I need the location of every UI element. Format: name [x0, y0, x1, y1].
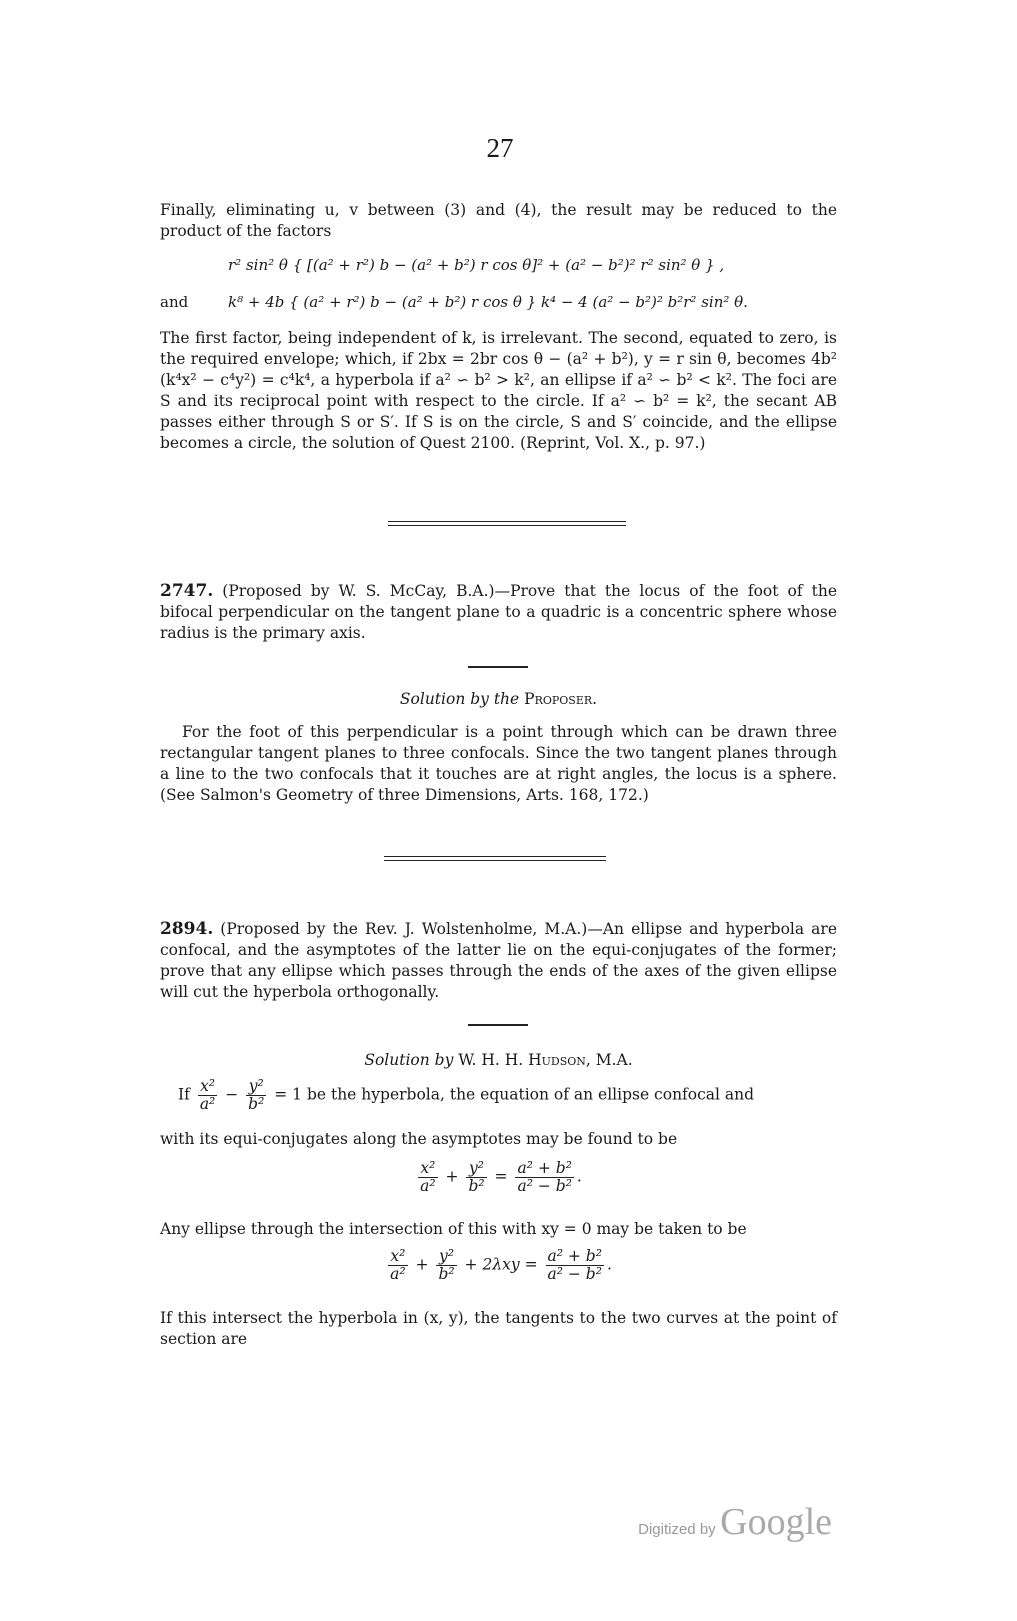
question-text: (Proposed by the Rev. J. Wolstenholme, M.A.)—An ellipse and hyperbola are confocal, and the asymptotes of the latter lie on the equi-conjugates of the former; prove that any ellipse which passes through the ends of the axes of the given ellipse will cut the hyperbola orthogonally.	[160, 920, 837, 1001]
if-word: If	[178, 1085, 190, 1104]
equation-factor-2-row	[160, 293, 837, 311]
equals-one: = 1	[274, 1085, 303, 1104]
numerator: x²	[388, 1248, 407, 1266]
fraction-x2-a2	[198, 1078, 217, 1113]
numerator: x²	[418, 1160, 437, 1178]
equation-factor-2: k⁸ + 4b { (a² + r²) b − (a² + b²) r cos θ } k⁴ − 4 (a² − b²)² b²r² sin² θ.	[228, 293, 748, 311]
fraction	[418, 1160, 437, 1195]
solution-text-proposer: For the foot of this perpendicular is a point through which can be drawn three rectangular tangent planes to three confocals. Since the two tangent planes through a line to the two confocals that it touches are at right angles, the locus is a sphere. (See Salmon's Geometry of three Dimensions, Arts. 168, 172.)	[160, 723, 837, 804]
google-logo: Google	[720, 1501, 832, 1543]
equation-general-ellipse	[160, 1248, 837, 1283]
denominator: b²	[248, 1095, 265, 1113]
period: .	[606, 1255, 612, 1274]
fraction	[436, 1248, 456, 1283]
question-2894	[160, 919, 837, 1003]
short-divider	[468, 1024, 528, 1026]
solution-heading-name: W. H. H. Hudson, M.A.	[458, 1051, 633, 1069]
equation-middle: + 2λxy =	[464, 1255, 538, 1274]
question-2747	[160, 581, 837, 644]
denominator: b²	[438, 1265, 455, 1283]
page-number: 27	[486, 133, 514, 163]
paragraph-any-ellipse: Any ellipse through the intersection of this with xy = 0 may be taken to be	[160, 1220, 747, 1238]
denominator: a²	[390, 1265, 406, 1283]
fraction	[466, 1160, 486, 1195]
hyperbola-line	[178, 1078, 838, 1113]
paragraph-equi-conjugates: with its equi-conjugates along the asymptotes may be found to be	[160, 1130, 678, 1148]
solution-heading-proposer	[160, 690, 837, 708]
numerator: y²	[466, 1160, 486, 1178]
section-divider	[384, 856, 606, 861]
numerator: y²	[436, 1248, 456, 1266]
question-number: 2747.	[160, 581, 214, 601]
numerator: a² + b²	[517, 1159, 572, 1177]
denominator: a² − b²	[547, 1265, 602, 1283]
numerator: x²	[198, 1078, 217, 1096]
question-text: (Proposed by W. S. McCay, B.A.)—Prove that the locus of the foot of the bifocal perpendicular on the tangent plane to a quadric is a concentric sphere whose radius is the primary axis.	[160, 582, 837, 642]
solution-heading-italic: Solution by the	[399, 690, 520, 708]
equation-ellipse	[160, 1160, 837, 1195]
denominator: b²	[468, 1177, 485, 1195]
equation-factor-1: r² sin² θ { [(a² + r²) b − (a² + b²) r cos θ]² + (a² − b²)² r² sin² θ } ,	[228, 256, 725, 274]
period: .	[576, 1167, 582, 1186]
equation-label-and: and	[160, 293, 189, 311]
denominator: a² − b²	[517, 1177, 572, 1195]
paragraph-finally: Finally, eliminating u, v between (3) and (4), the result may be reduced to the product of the factors	[160, 201, 837, 240]
equals-sign: =	[494, 1167, 508, 1186]
fraction	[388, 1248, 407, 1283]
hyperbola-text: be the hyperbola, the equation of an ellipse confocal and	[306, 1085, 755, 1104]
digitized-watermark	[638, 1500, 832, 1544]
fraction	[515, 1160, 573, 1195]
solution-heading-hudson	[160, 1051, 837, 1069]
fraction-y2-b2	[246, 1078, 266, 1113]
solution-heading-name: Proposer.	[524, 690, 598, 708]
numerator: a² + b²	[547, 1247, 602, 1265]
plus-sign: +	[445, 1167, 459, 1186]
section-divider	[388, 521, 626, 526]
denominator: a²	[420, 1177, 436, 1195]
paragraph-intersect: If this intersect the hyperbola in (x, y), the tangents to the two curves at the point of section are	[160, 1309, 837, 1348]
numerator: y²	[246, 1078, 266, 1096]
minus-sign: −	[225, 1085, 239, 1104]
solution-heading-italic: Solution by	[364, 1051, 454, 1069]
fraction	[546, 1248, 604, 1283]
watermark-small-text: Digitized by	[638, 1521, 716, 1538]
plus-sign: +	[415, 1255, 429, 1274]
short-divider	[468, 666, 528, 668]
question-number: 2894.	[160, 919, 214, 939]
paragraph-envelope: The first factor, being independent of k, is irrelevant. The second, equated to zero, is the required envelope; which, if 2bx = 2br cos θ − (a² + b²), y = r sin θ, becomes 4b² (k⁴x² − c⁴y²) = c⁴k⁴, a hyperbola if a² ∽ b² > k², an ellipse if a² ∽ b² < k². The foci are S and its reciprocal point with respect to the circle. If a² ∽ b² = k², the secant AB passes either through S or S′. If S is on the circle, S and S′ coincide, and the ellipse becomes a circle, the solution of Quest 2100. (Reprint, Vol. X., p. 97.)	[160, 329, 837, 452]
denominator: a²	[199, 1095, 216, 1113]
